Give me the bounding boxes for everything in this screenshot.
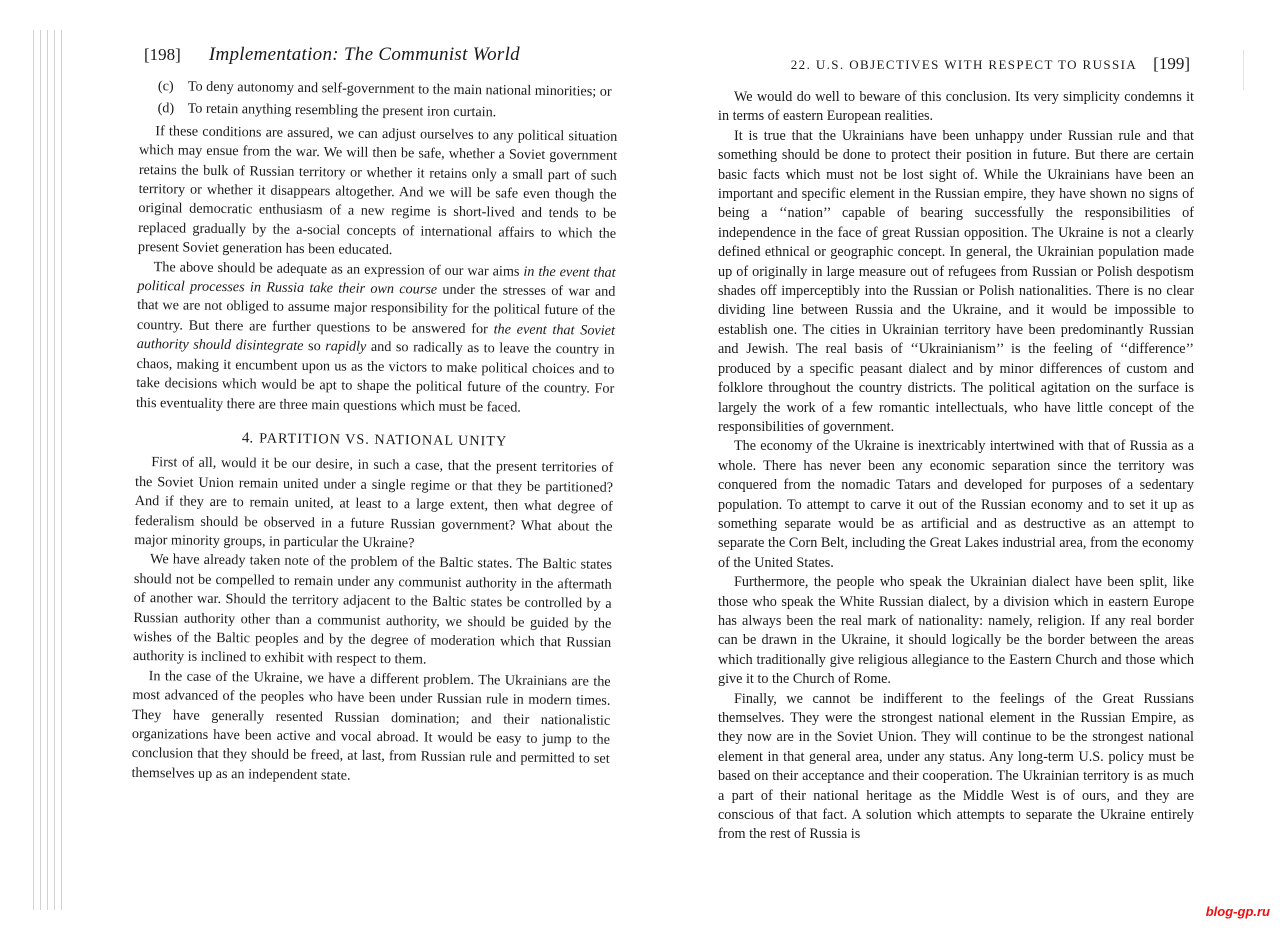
left-running-head bbox=[144, 44, 520, 66]
left-running-title: Implementation: The Communist World bbox=[208, 44, 520, 65]
italic-run: rapidly bbox=[325, 338, 367, 356]
list-item-text: To retain anything resembling the present iron curtain. bbox=[187, 100, 497, 121]
list-item-text: To deny autonomy and self-government to the main national minorities; or bbox=[187, 78, 612, 100]
paragraph: We have already taken note of the problem of the Baltic states. The Baltic states should not be compelled to remain under any communist authority in the aftermath of another war. Should the territory adjacent to the Baltic states be controlled by a Russian authority other than a communist authority, we should be guided by the wishes of the Baltic peoples and by the degree of moderation which that Russian authority is inclined to exhibit with respect to them. bbox=[132, 551, 613, 668]
paragraph: We would do well to beware of this conclusion. Its very simplicity condemns it in terms of eastern European realities. bbox=[718, 89, 1194, 125]
paragraph: First of all, would it be our desire, in such a case, that the present territories of the Soviet Union remain united under a single regime or that they be partitioned? And if they are to remain united, at least to a large extent, then what degree of federalism should be observed in a future Russian government? What about the major minority groups, in particular the Ukraine? bbox=[134, 454, 614, 552]
chapter-heading: 22. U.S. OBJECTIVES WITH RESPECT TO RUSSIA bbox=[790, 57, 1138, 72]
text-run: and so radically as to leave the country in chaos, making it encumbent upon us as the victors to make political choices and to take decisions which would be apt to shape the political future of the country. For this eventuality there are three main questions which must be faced. bbox=[135, 339, 615, 416]
right-page-number: [199] bbox=[1153, 54, 1190, 73]
paragraph: If these conditions are assured, we can adjust ourselves to any political situation which may ensue from the war. We will then be safe, whether a Soviet government retains the bulk of Russian territory or whether it retains only a small part of such territory or whether it disappears altogether. And we will be safe even though the original democratic enthusiasm of a new regime is short-lived and tends to be replaced gradually by the a-social concepts of international affairs to which the present Soviet generation has been educated. bbox=[137, 123, 618, 259]
list-item-c bbox=[140, 77, 618, 102]
text-run: The above should be adequate as an expression of our war aims bbox=[153, 258, 524, 280]
paragraph: Finally, we cannot be indifferent to the feelings of the Great Russians themselves. They were the strongest national element in the Russian Empire, as they now are in the Soviet Union. They will continue to be the strongest national element in that general area, under any status. Any long-term U.S. policy must be based on their acceptance and their cooperation. The Ukrainian territory is as much a part of their national heritage as the Middle West is of ours, and they are conscious of that fact. A solution which attempts to separate the Ukraine entirely from the rest of Russia is bbox=[718, 690, 1194, 843]
text-run: so bbox=[303, 338, 326, 355]
list-item-label: (c) bbox=[157, 78, 174, 95]
italic-run: in the event that political processes in Russia take their own course bbox=[137, 263, 616, 298]
paragraph: The economy of the Ukraine is inextricably intertwined with that of Russia as a whole. There has never been any economic separation since the territory was conquered from the nomadic Tatars and developed for purposes of a sedentary population. To attempt to carve it out of the Russian economy and to set it up as something separate would be as artificial and as destructive as an attempt to separate the Corn Belt, including the Great Lakes industrial area, from the economy of the United States. bbox=[718, 438, 1194, 571]
paragraph: In the case of the Ukraine, we have a different problem. The Ukrainians are the most advanced of the peoples who have been under Russian rule in modern times. They have generally resented Russian domination; and their nationalistic organizations have been active and vocal abroad. It would be easy to jump to the conclusion that they should be freed, at last, from Russian rule and permitted to set themselves up as an independent state. bbox=[131, 667, 611, 784]
paragraph-war-aims bbox=[136, 258, 616, 419]
right-running-head bbox=[791, 54, 1190, 74]
paragraph: It is true that the Ukrainians have been unhappy under Russian rule and that something should be done to protect their position in future. But there are certain basic facts which must not be lost sight of. While the Ukrainians have been an important and specific element in the Russian empire, they have shown no signs of being a ‘‘nation’’ capable of bearing successfully the responsibilities of independence in the face of great Russian opposition. The Ukraine is not a clearly defined ethnical or geographic concept. In general, the Ukrainian population made up of originally in large measure out of refugees from Russian or Polish despotism shades off imperceptibly into the Russian or Polish nationalities. There is no clear dividing line between Russia and the Ukraine, and it would be impossible to establish one. The cities in Ukrainian territory have been predominantly Russian and Jewish. The real basis of ‘‘Ukrainianism’’ is the feeling of ‘‘difference’’ produced by a specific peasant dialect and by minor differences of custom and folklore throughout the country districts. The political agitation on the surface is largely the work of a few romantic intellectuals, who have little concept of the responsibilities of government. bbox=[718, 127, 1194, 435]
right-page-body bbox=[718, 88, 1194, 845]
page-edge-mark bbox=[1243, 50, 1252, 90]
book-binding-shadow bbox=[30, 30, 66, 910]
list-item-label: (d) bbox=[157, 100, 175, 117]
section-number: 4. bbox=[241, 430, 254, 447]
paragraph: Furthermore, the people who speak the Ukrainian dialect have been split, like those who speak the White Russian dialect, by a division which in eastern Europe has always been the real mark of nationality: namely, religion. If any real border can be drawn in the Ukraine, it should logically be the border between the areas which traditionally give religious allegiance to the Eastern Church and those which give it to the Church of Rome. bbox=[718, 574, 1194, 688]
text-run: under the stresses of war and that we are not obliged to assume major responsibility for the political future of the country. But there are further questions to be answered for bbox=[136, 281, 616, 338]
left-page-number: [198] bbox=[144, 45, 181, 64]
watermark: blog-gp.ru bbox=[1205, 904, 1270, 919]
italic-run: the event that Soviet authority should disintegrate bbox=[136, 321, 616, 355]
section-title: PARTITION VS. NATIONAL UNITY bbox=[259, 430, 508, 450]
list-item-d bbox=[139, 99, 617, 124]
left-page-body bbox=[131, 77, 618, 789]
section-heading bbox=[135, 428, 613, 453]
